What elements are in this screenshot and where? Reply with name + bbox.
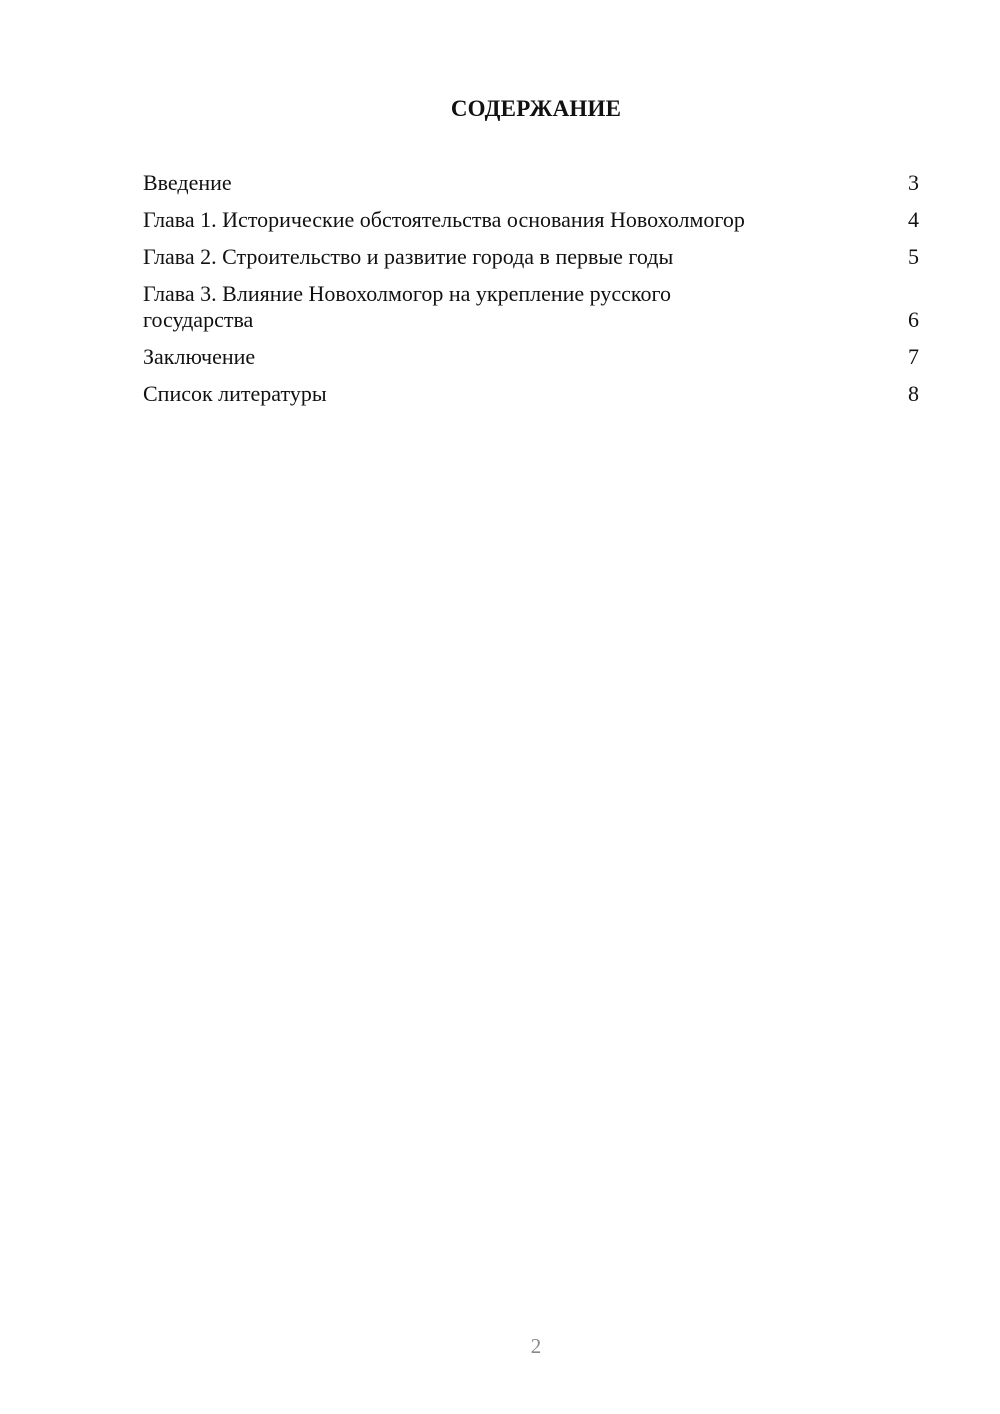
page-number: 2	[530, 1334, 542, 1358]
toc-title: СОДЕРЖАНИЕ	[450, 96, 622, 121]
toc-entry-page: 5	[908, 244, 919, 269]
toc-entry-page: 4	[908, 207, 919, 232]
toc-entry-label: Глава 3. Влияние Новохолмогор на укрепление русского государства	[143, 281, 671, 332]
table-of-contents	[143, 170, 919, 418]
toc-entry-page: 8	[908, 381, 919, 406]
toc-entry-chapter-1	[143, 207, 919, 233]
toc-entry-bibliography	[143, 381, 919, 407]
toc-entry-introduction	[143, 170, 919, 196]
toc-entry-label: Глава 2. Строительство и развитие города в первые годы	[143, 244, 674, 269]
toc-entry-page: 7	[908, 344, 919, 369]
toc-entry-label: Глава 1. Исторические обстоятельства основания Новохолмогор	[143, 207, 745, 232]
toc-entry-conclusion	[143, 344, 919, 370]
toc-entry-label: Заключение	[143, 344, 256, 369]
toc-entry-page: 3	[908, 170, 919, 195]
toc-entry-chapter-3	[143, 281, 919, 333]
toc-entry-label: Список литературы	[143, 381, 327, 406]
toc-entry-page: 6	[908, 307, 919, 332]
toc-entry-chapter-2	[143, 244, 919, 270]
toc-entry-label: Введение	[143, 170, 232, 195]
